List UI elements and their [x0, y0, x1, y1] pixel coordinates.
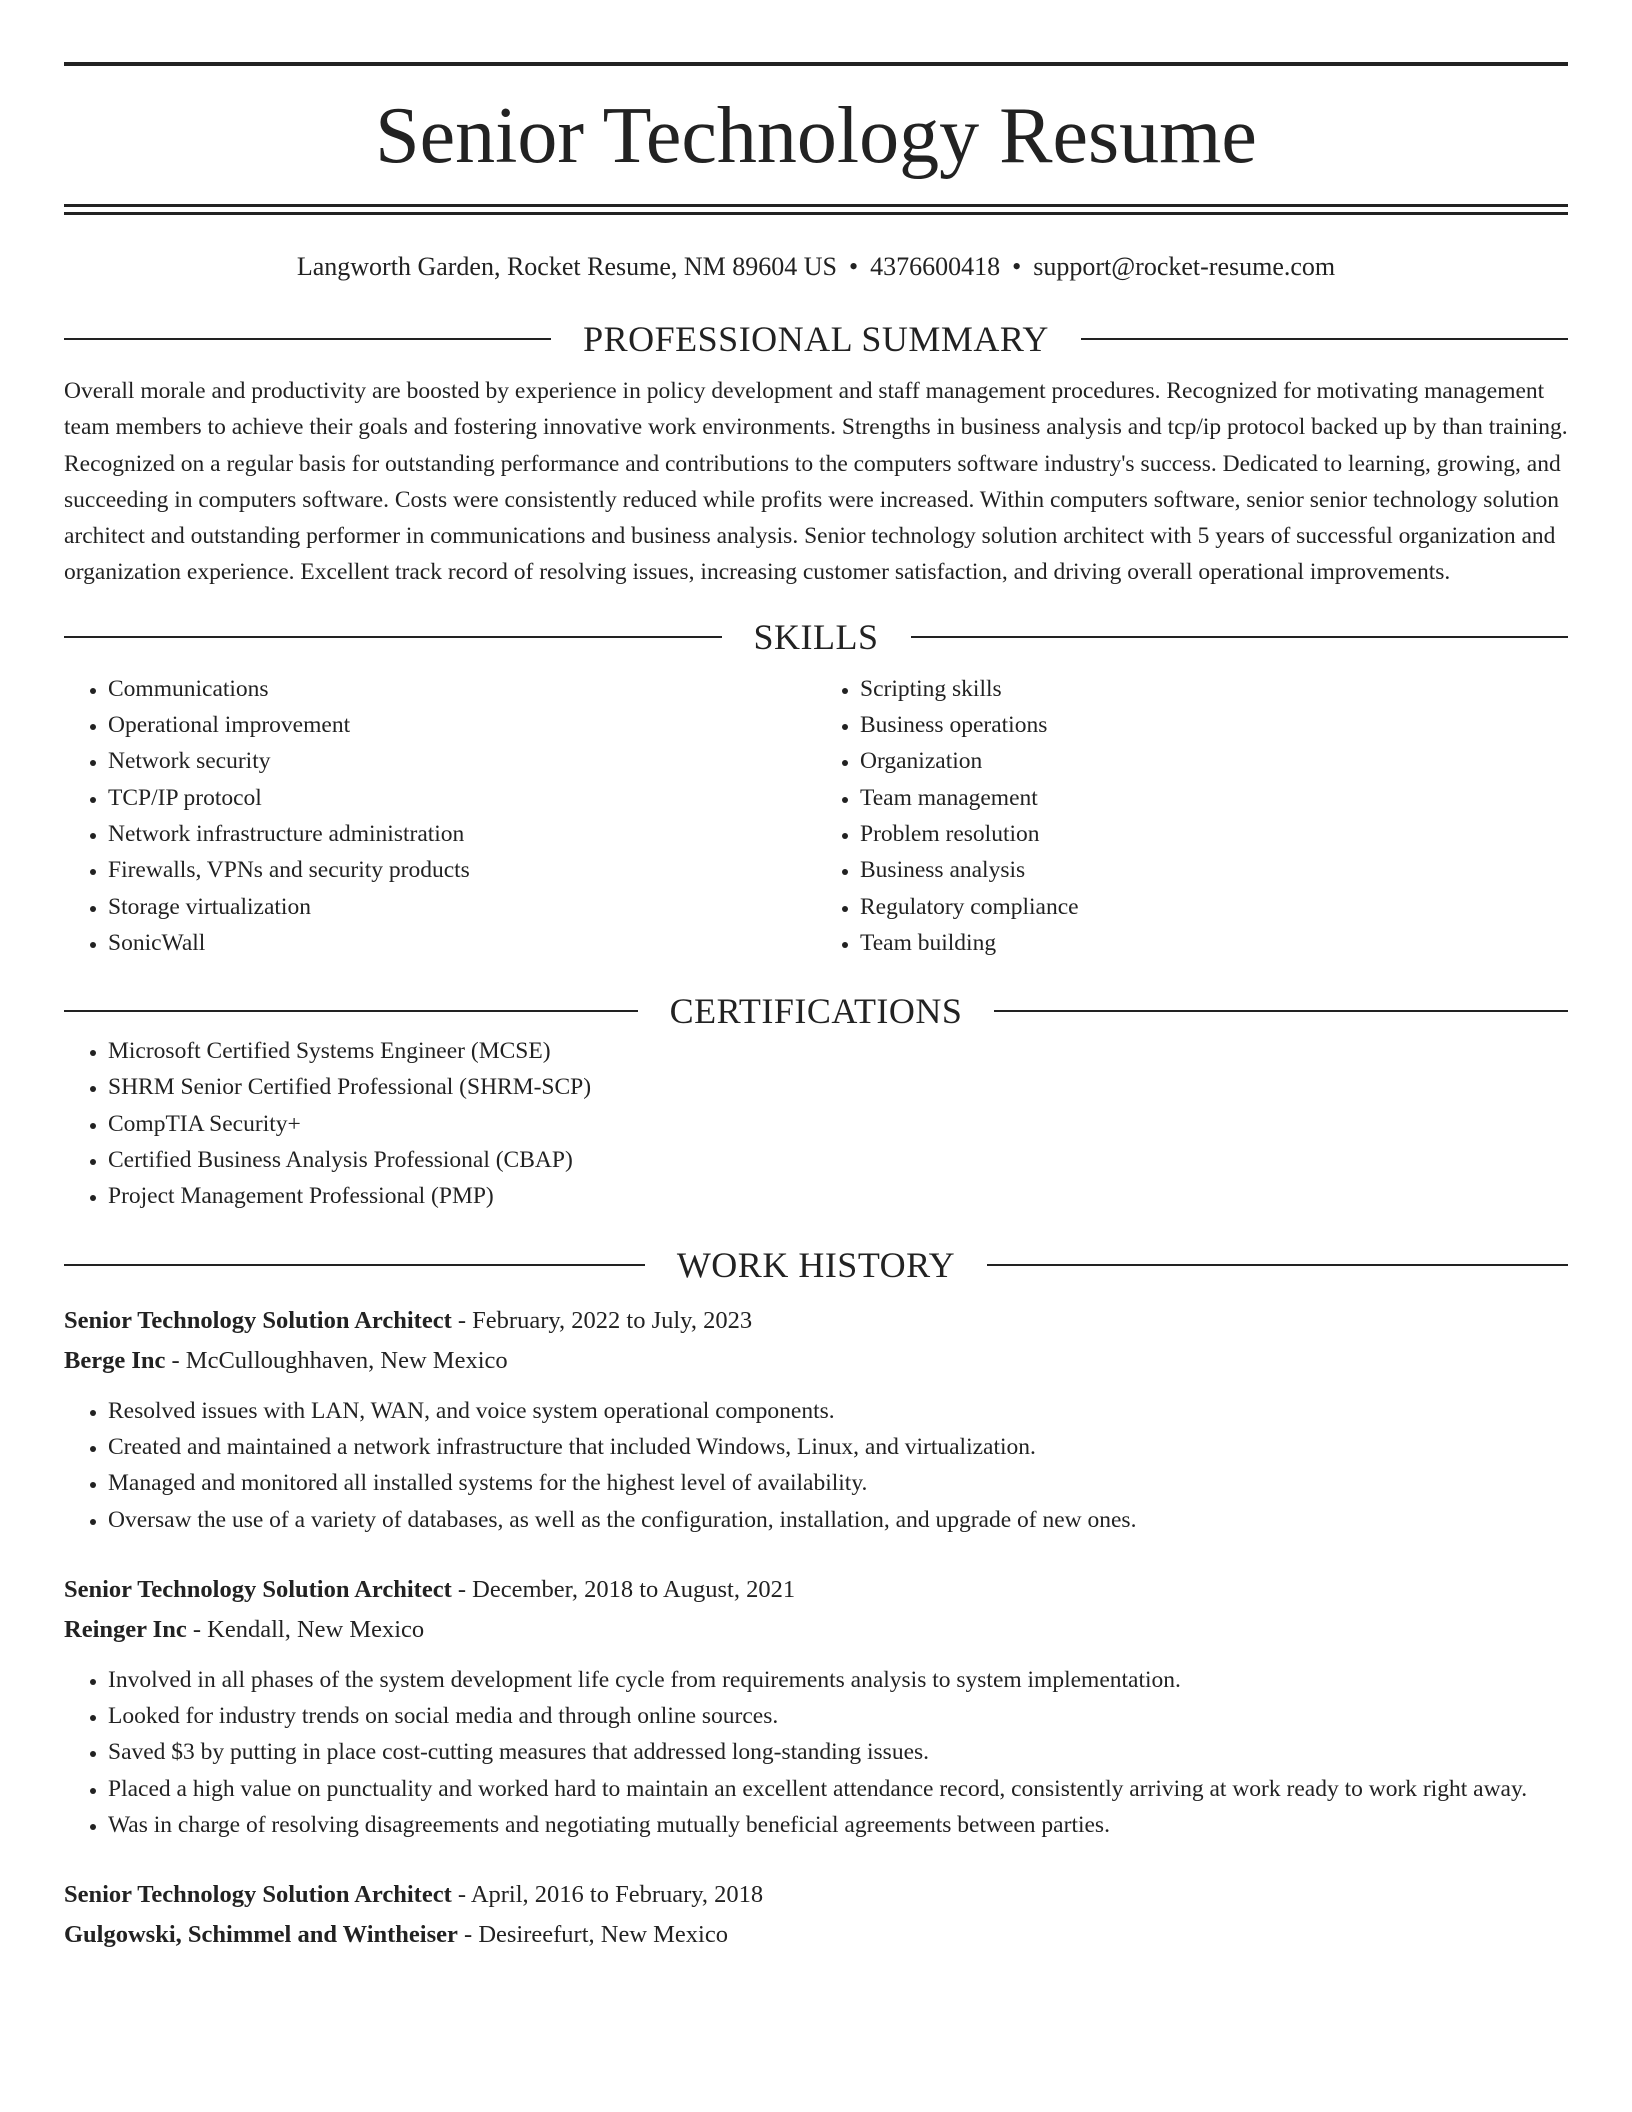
certification-item: • CompTIA Security+ — [108, 1106, 1568, 1142]
job-bullet: • Was in charge of resolving disagreements and negotiating mutually beneficial agreements between parties. — [108, 1807, 1568, 1843]
job-entry — [64, 1570, 1568, 1843]
work-history-section-heading — [64, 1243, 1568, 1287]
certification-item: • Certified Business Analysis Professional (CBAP) — [108, 1142, 1568, 1178]
job-dash: - — [165, 1346, 186, 1374]
heading-rule-left — [64, 338, 551, 340]
skill-item: • Business analysis — [860, 852, 1568, 888]
job-dash: - — [451, 1575, 473, 1603]
contact-separator: • — [849, 252, 859, 281]
skill-item: • Business operations — [860, 707, 1568, 743]
job-company: Reinger Inc — [64, 1615, 187, 1643]
job-bullet: • Oversaw the use of a variety of databases, as well as the configuration, installation, and upgrade of new ones. — [108, 1502, 1568, 1538]
skill-item: • Regulatory compliance — [860, 889, 1568, 925]
job-dates: April, 2016 to February, 2018 — [470, 1881, 764, 1909]
summary-section-heading — [64, 317, 1568, 361]
skill-item: • Scripting skills — [860, 671, 1568, 707]
contact-separator: • — [1012, 252, 1022, 281]
job-entry — [64, 1301, 1568, 1538]
job-bullet: • Created and maintained a network infrastructure that included Windows, Linux, and virtualization. — [108, 1429, 1568, 1465]
job-dash: - — [186, 1615, 208, 1643]
contact-line — [64, 251, 1568, 283]
skill-item: • Network infrastructure administration — [108, 816, 816, 852]
job-title-line — [64, 1301, 1568, 1341]
skills-columns — [64, 671, 1568, 961]
skill-item: • SonicWall — [108, 925, 816, 961]
job-company: Berge Inc — [64, 1346, 166, 1374]
skill-item: • Problem resolution — [860, 816, 1568, 852]
skills-list-right — [816, 671, 1568, 961]
heading-rule-left — [64, 636, 722, 638]
skill-item: • Organization — [860, 743, 1568, 779]
job-title-line — [64, 1875, 1568, 1915]
certification-item: • Project Management Professional (PMP) — [108, 1178, 1568, 1214]
job-entry — [64, 1875, 1568, 1955]
job-bullet: • Placed a high value on punctuality and worked hard to maintain an excellent attendance record, consistently arriving at work ready to work right away. — [108, 1771, 1568, 1807]
skill-item: • Operational improvement — [108, 707, 816, 743]
certifications-heading-label: CERTIFICATIONS — [669, 991, 963, 1032]
heading-rule-left — [64, 1010, 638, 1012]
skill-item: • Network security — [108, 743, 816, 779]
skill-item: • Firewalls, VPNs and security products — [108, 852, 816, 888]
job-company-line — [64, 1341, 1568, 1381]
contact-phone: 4376600418 — [870, 252, 1001, 281]
skill-item: • Communications — [108, 671, 816, 707]
job-company-line — [64, 1610, 1568, 1650]
job-dash: - — [457, 1921, 479, 1949]
certifications-list — [64, 1033, 1568, 1214]
job-dates: February, 2022 to July, 2023 — [472, 1306, 753, 1334]
job-bullet: • Saved $3 by putting in place cost-cutting measures that addressed long-standing issues. — [108, 1734, 1568, 1770]
title-double-rule — [64, 204, 1568, 215]
job-bullet: • Resolved issues with LAN, WAN, and voice system operational components. — [108, 1393, 1568, 1429]
job-location: Kendall, New Mexico — [207, 1615, 425, 1643]
heading-rule-left — [64, 1264, 645, 1266]
job-company: Gulgowski, Schimmel and Wintheiser — [64, 1921, 458, 1949]
job-bullets — [64, 1393, 1568, 1538]
contact-address: Langworth Garden, Rocket Resume, NM 89604 US — [296, 252, 837, 281]
skills-section-heading — [64, 615, 1568, 659]
heading-rule-right — [1081, 338, 1568, 340]
heading-rule-right — [911, 636, 1569, 638]
skills-list-left — [64, 671, 816, 961]
skill-item: • Storage virtualization — [108, 889, 816, 925]
job-bullet: • Looked for industry trends on social media and through online sources. — [108, 1698, 1568, 1734]
job-title-line — [64, 1570, 1568, 1610]
job-location: Desireefurt, New Mexico — [478, 1921, 728, 1949]
certification-item: • Microsoft Certified Systems Engineer (MCSE) — [108, 1033, 1568, 1069]
job-bullet: • Managed and monitored all installed systems for the highest level of availability. — [108, 1465, 1568, 1501]
summary-heading-label: PROFESSIONAL SUMMARY — [583, 319, 1049, 359]
heading-rule-right — [987, 1264, 1568, 1266]
job-title: Senior Technology Solution Architect — [64, 1306, 452, 1334]
skills-heading-label: SKILLS — [753, 616, 879, 657]
job-title: Senior Technology Solution Architect — [64, 1575, 452, 1603]
job-bullet: • Involved in all phases of the system development life cycle from requirements analysis to system implementation. — [108, 1662, 1568, 1698]
certification-item: • SHRM Senior Certified Professional (SHRM-SCP) — [108, 1069, 1568, 1105]
contact-email: support@rocket-resume.com — [1033, 252, 1336, 281]
job-dash: - — [451, 1881, 471, 1909]
certifications-section-heading — [64, 989, 1568, 1033]
skill-item: • TCP/IP protocol — [108, 780, 816, 816]
job-dates: December, 2018 to August, 2021 — [472, 1575, 796, 1603]
job-company-line — [64, 1915, 1568, 1955]
job-dash: - — [451, 1306, 473, 1334]
heading-rule-right — [994, 1010, 1568, 1012]
skill-item: • Team management — [860, 780, 1568, 816]
job-location: McCulloughhaven, New Mexico — [185, 1346, 508, 1374]
job-title: Senior Technology Solution Architect — [64, 1881, 452, 1909]
summary-paragraph: Overall morale and productivity are boosted by experience in policy development and staff management procedures. Recognized for motivating management team members to achieve their goals and fostering innovative work environments. Strengths in business analysis and tcp/ip protocol backed up by than training. Recognized on a regular basis for outstanding performance and contributions to the computers software industry's success. Dedicated to learning, growing, and succeeding in computers software. Costs were consistently reduced while profits were increased. Within computers software, senior senior technology solution architect and outstanding performer in communications and business analysis. Senior technology solution architect with 5 years of successful organization and organization experience. Excellent track record of resolving issues, increasing customer satisfaction, and driving overall operational improvements. — [64, 378, 1568, 586]
skill-item: • Team building — [860, 925, 1568, 961]
work-history-heading-label: WORK HISTORY — [676, 1244, 956, 1285]
job-bullets — [64, 1662, 1568, 1843]
top-rule — [64, 62, 1568, 66]
resume-title: Senior Technology Resume — [375, 92, 1257, 180]
